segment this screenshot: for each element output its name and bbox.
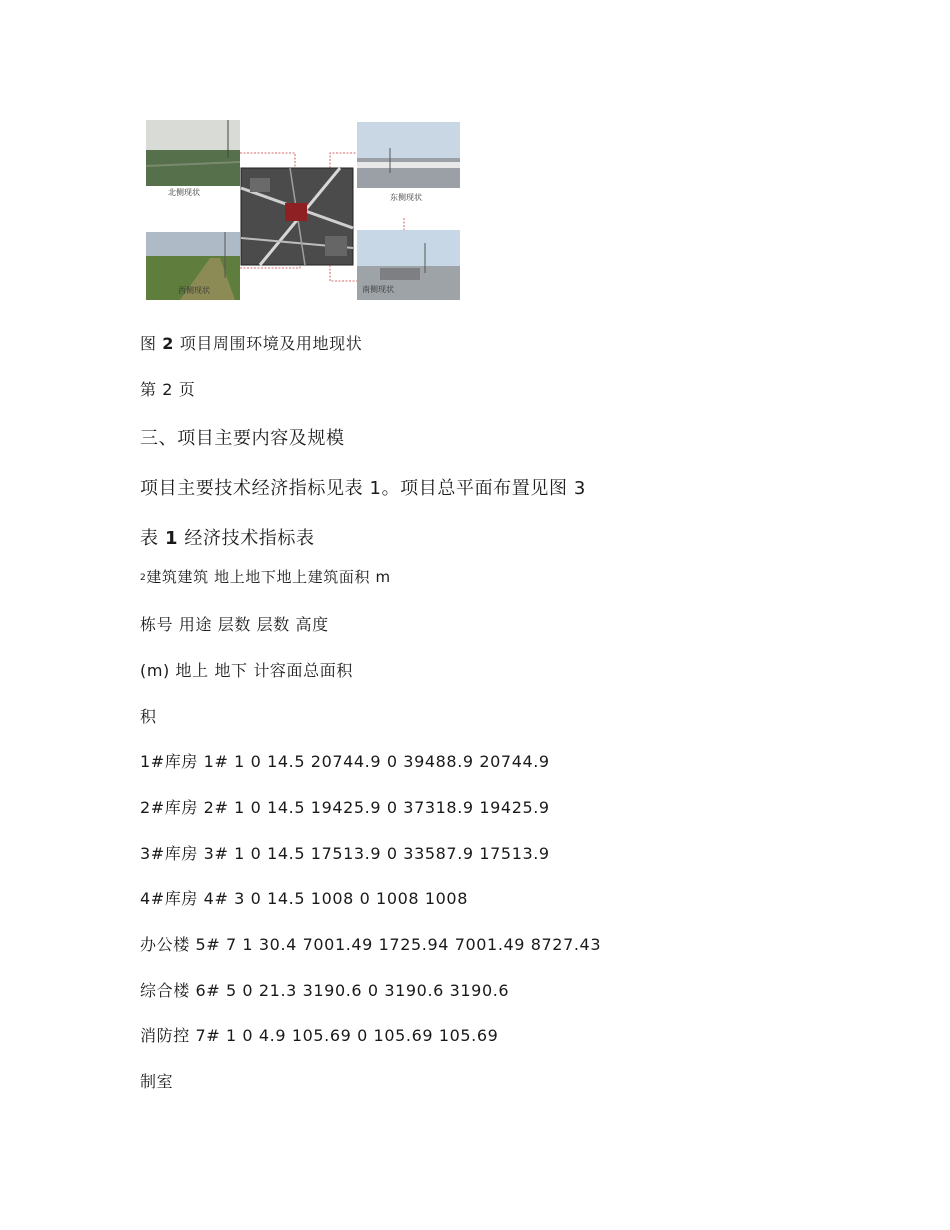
south-photo-label: 南侧现状 xyxy=(362,285,394,294)
table-row: 消防控 7# 1 0 4.9 105.69 0 105.69 105.69 xyxy=(140,1026,499,1045)
table-row: 制室 xyxy=(140,1072,174,1091)
figure-caption-number: 2 xyxy=(162,334,175,353)
figure-caption xyxy=(140,331,362,354)
table-title xyxy=(140,524,315,550)
table-row: 4#库房 4# 3 0 14.5 1008 0 1008 1008 xyxy=(140,889,468,908)
aerial-map xyxy=(241,168,353,265)
west-photo-label: 西侧现状 xyxy=(178,286,210,295)
table-header-line-2: 栋号 用途 层数 层数 高度 xyxy=(140,615,329,634)
table-row: 3#库房 3# 1 0 14.5 17513.9 0 33587.9 17513.9 xyxy=(140,844,550,863)
figure-caption-prefix: 图 xyxy=(140,334,157,353)
east-photo xyxy=(357,122,460,188)
table-title-number: 1 xyxy=(164,528,179,549)
table-row: 1#库房 1# 1 0 14.5 20744.9 0 39488.9 20744.9 xyxy=(140,752,550,771)
table-row: 综合楼 6# 5 0 21.3 3190.6 0 3190.6 3190.6 xyxy=(140,981,510,1000)
site-figure xyxy=(140,118,465,308)
table-title-text: 经济技术指标表 xyxy=(184,528,315,549)
east-photo-label: 东侧现状 xyxy=(390,193,422,202)
table-header-line-1-text: 建筑建筑 地上地下地上建筑面积 m xyxy=(146,568,391,586)
site-collage xyxy=(140,118,465,308)
table-title-prefix: 表 xyxy=(140,528,159,549)
page-number: 第 2 页 xyxy=(140,380,196,399)
north-photo-label: 北侧现状 xyxy=(168,188,200,197)
intro-paragraph: 项目主要技术经济指标见表 1。项目总平面布置见图 3 xyxy=(140,478,586,499)
table-row: 办公楼 5# 7 1 30.4 7001.49 1725.94 7001.49 8727.43 xyxy=(140,935,602,954)
north-photo xyxy=(146,120,240,186)
table-header-line-4: 积 xyxy=(140,707,157,726)
section-heading: 三、项目主要内容及规模 xyxy=(140,428,345,449)
table-header-line-3: (m) 地上 地下 计容面总面积 xyxy=(140,661,353,680)
figure-caption-text: 项目周围环境及用地现状 xyxy=(179,334,363,353)
table-header-line-1 xyxy=(140,566,391,587)
superscript-2: 2 xyxy=(140,573,147,583)
table-row: 2#库房 2# 1 0 14.5 19425.9 0 37318.9 19425.9 xyxy=(140,798,550,817)
